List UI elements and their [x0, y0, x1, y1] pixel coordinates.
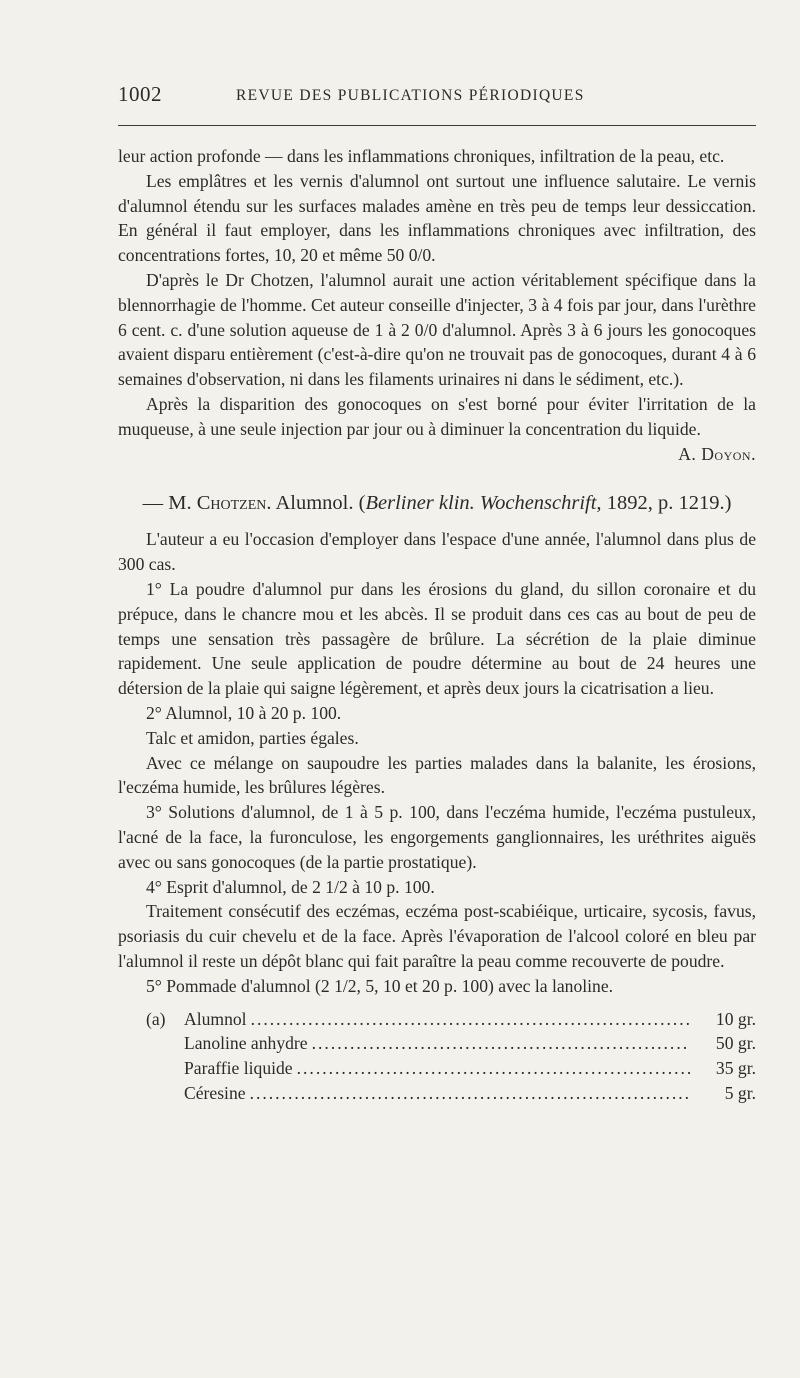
ingredient-quantity: 35 gr. [715, 1058, 756, 1079]
list-item [118, 1007, 756, 1032]
paragraph: Talc et amidon, parties égales. [146, 727, 359, 748]
ingredient-name: Alumnol [184, 1008, 247, 1029]
paragraph: 3° Solutions d'alumnol, de 1 à 5 p. 100, dans l'eczéma humide, l'eczéma pustuleux, l'acné de la face, la furonculose, les engorgements ganglionnaires, les uréthrites aiguës avec ou sans gonocoques (de la partie prostatique). [118, 802, 756, 872]
ingredient-name: Paraffie liquide [184, 1058, 293, 1079]
leader-dots [297, 1056, 690, 1081]
recipe-tag: (a) [146, 1008, 166, 1029]
paragraph: 4° Esprit d'alumnol, de 2 1/2 à 10 p. 100. [146, 876, 435, 897]
paragraph: Traitement consécutif des eczémas, eczéma post-scabiéique, urticaire, sycosis, favus, psoriasis du cuir chevelu et de la face. Après l'évaporation de l'alcool coloré en bleu par l'alumnol il reste un dépôt blanc qui fait paraître la peau comme recouverte de poudre. [118, 901, 756, 971]
paragraph: 1° La poudre d'alumnol pur dans les érosions du gland, du sillon coronaire et du prépuce, dans le chancre mou et les abcès. Il se produit dans ces cas au bout de peu de temps une sensation très passagère de brûlure. La sécrétion de la plaie diminue rapidement. Une seule application de poudre détermine au bout de 24 heures une détersion de la plaie qui saigne légèrement, et après deux jours la cicatrisation a lieu. [118, 578, 756, 699]
ingredient-name: Céresine [184, 1082, 246, 1103]
article-heading: — M. Chotzen. Alumnol. (Berliner klin. Wochenschrift, 1892, p. 1219.) [142, 492, 732, 515]
signature-text: A. Doyon. [678, 443, 756, 464]
page-number: 1002 [118, 82, 162, 106]
list-item [118, 1031, 756, 1056]
ingredient-quantity: 50 gr. [715, 1033, 756, 1054]
heading-dash: — [142, 492, 164, 515]
page [118, 82, 756, 1103]
paragraph [118, 392, 756, 442]
citation: 1892, p. 1219. [606, 492, 725, 515]
header-rule [118, 125, 756, 126]
paragraph: leur action profonde — dans les inflammations chroniques, infiltration de la peau, etc. [118, 146, 725, 166]
paragraph-text: Après la disparition des gonocoques on s'est borné pour éviter l'irritation de la muqueuse, à une seule injection par jour ou à diminuer la concentration du liquide. [118, 393, 756, 439]
paragraph: 2° Alumnol, 10 à 20 p. 100. [146, 702, 342, 723]
leader-dots [251, 1007, 690, 1032]
list-item [118, 1056, 756, 1081]
leader-dots [250, 1081, 690, 1106]
paragraph: Avec ce mélange on saupoudre les parties malades dans la balanite, les érosions, l'eczéma humide, les brûlures légères. [118, 752, 756, 798]
ingredient-name: Lanoline anhydre [184, 1033, 308, 1054]
journal-name: Berliner klin. Wochenschrift, [365, 492, 602, 515]
article-author: M. Chotzen. [168, 492, 272, 515]
ingredient-quantity: 10 gr. [715, 1008, 756, 1029]
page-header [118, 82, 756, 112]
recipe-list [118, 1007, 756, 1106]
ingredient-quantity: 5 gr. [724, 1082, 756, 1103]
list-item [118, 1081, 756, 1106]
page-body [118, 144, 756, 1106]
paragraph: D'après le Dr Chotzen, l'alumnol aurait une action véritablement spécifique dans la blennorrhagie de l'homme. Cet auteur conseille d'injecter, 3 à 4 fois par jour, dans l'urèthre 6 cent. c. d'une solution aqueuse de 1 à 2 0/0 d'alumnol. Après 3 à 6 jours les gonocoques avaient disparu entièrement (c'est-à-dire qu'on ne trouvait pas de gonocoques, durant 4 à 6 semaines d'observation, ni dans les filaments urinaires ni dans le sédiment, etc.). [118, 269, 756, 390]
signature [118, 442, 756, 467]
leader-dots [312, 1031, 690, 1056]
paragraph: L'auteur a eu l'occasion d'employer dans l'espace d'une année, l'alumnol dans plus de 300 cas. [118, 529, 756, 575]
article-title: Alumnol. [275, 492, 354, 515]
running-title: REVUE DES PUBLICATIONS PÉRIODIQUES [236, 87, 585, 104]
paragraph: Les emplâtres et les vernis d'alumnol ont surtout une influence salutaire. Le vernis d'alumnol étendu sur les surfaces malades amène en très peu de temps leur dessiccation. En général il faut employer, dans les inflammations chroniques avec infiltration, des concentrations fortes, 10, 20 et même 50 0/0. [118, 170, 756, 266]
paragraph: 5° Pommade d'alumnol (2 1/2, 5, 10 et 20 p. 100) avec la lanoline. [146, 975, 614, 996]
